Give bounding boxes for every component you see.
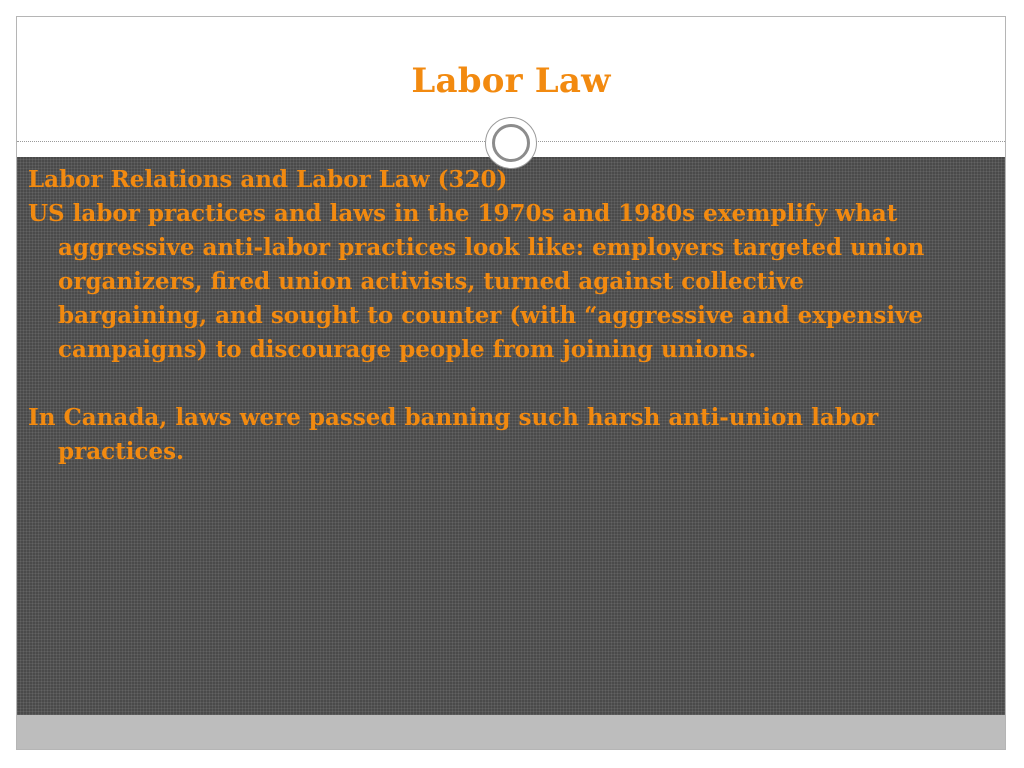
slide-body (28, 163, 948, 469)
circle-ornament-icon (485, 117, 537, 169)
slide-title: Labor Law (411, 61, 611, 101)
circle-ornament-inner (492, 124, 530, 162)
paragraph-subtitle: Labor Relations and Labor Law (320) (28, 166, 508, 193)
paragraph-canada: In Canada, laws were passed banning such harsh anti-union labor practices. (28, 404, 879, 465)
paragraph-spacer (28, 367, 948, 401)
footer-bar (17, 715, 1005, 750)
paragraph-us-practices: US labor practices and laws in the 1970s and 1980s exemplify what aggressive anti-labor practices look like: employers targeted union organizers, fired union activists, turned against collective bargaining, and sought to counter (with “aggressive and expensive campaigns) to discourage people from joining unions. (28, 200, 925, 363)
